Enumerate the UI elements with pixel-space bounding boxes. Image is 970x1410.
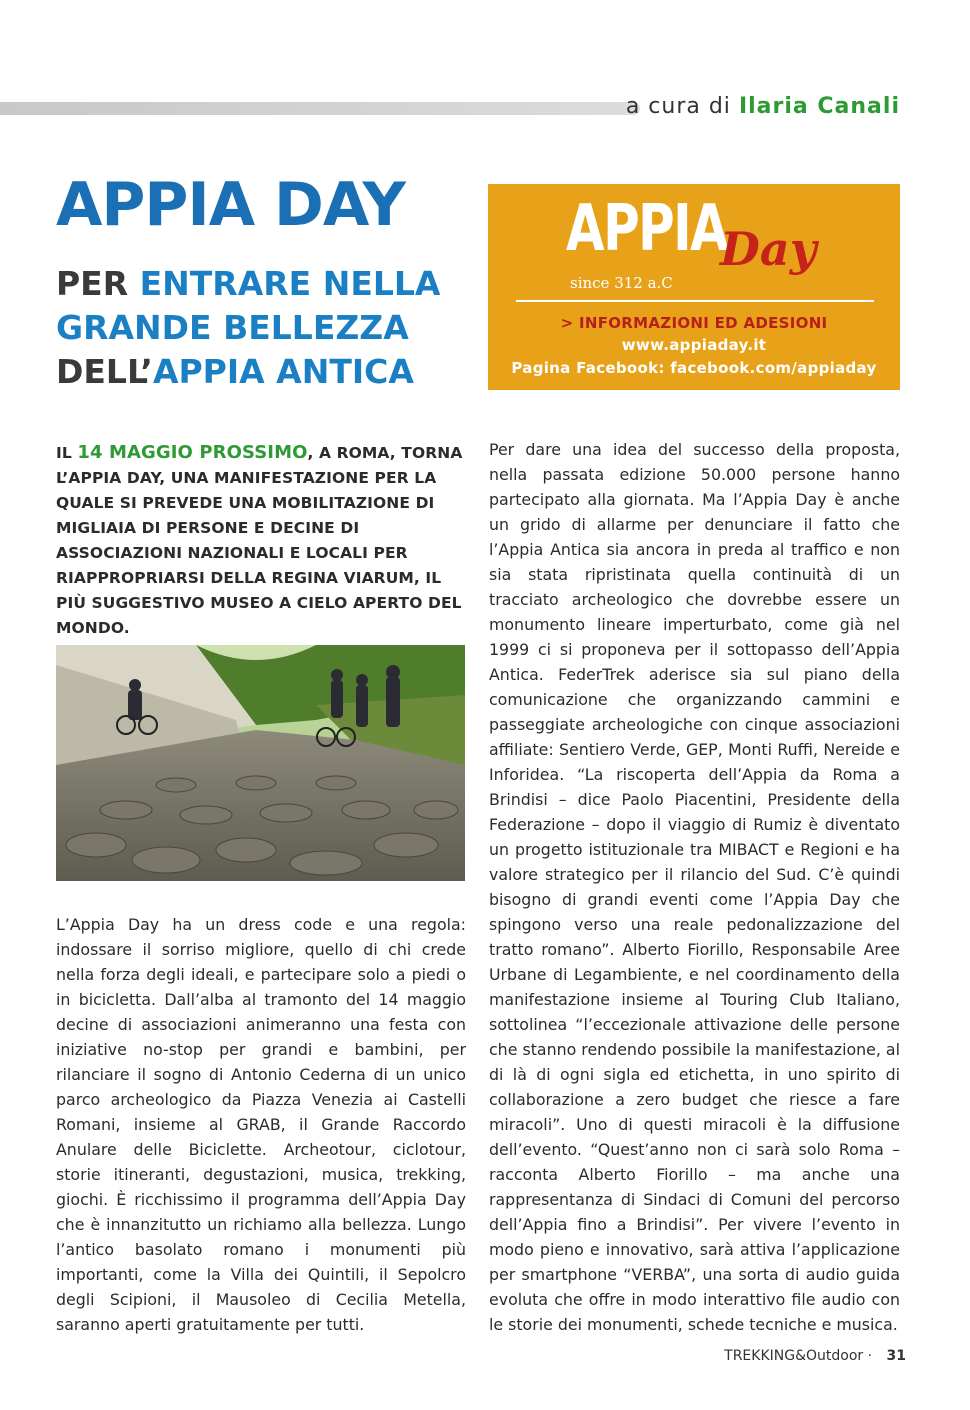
logo-day-text: Day [720, 222, 817, 276]
page-footer [724, 1348, 906, 1364]
appia-antica-photo [56, 645, 465, 881]
info-box [488, 184, 900, 390]
byline [626, 94, 900, 119]
lead-part: IL [56, 444, 78, 462]
subtitle-part: ENTRARE NELLA GRANDE BELLEZZA [56, 264, 441, 347]
body-column-left: L’Appia Day ha un dress code e una regola: indossare il sorriso migliore, quello di chi crede nella forza degli ideali, e partecipare solo a piedi o in bicicletta. Dall’alba al tramonto del 14 maggio decine di associazioni animeranno una festa con iniziative no-stop per grandi e bambini, per rilanciare il sogno di Antonio Cederna di un unico parco archeologico da Piazza Venezia ai Castelli Romani, insieme al GRAB, il Grande Raccordo Anulare delle Biciclette. Archeotour, ciclotour, storie itineranti, degustazioni, musica, trekking, giochi. È ricchissimo il programma dell’Appia Day che è innanzitutto un richiamo alla bellezza. Lungo l’antico basolato romano i monumenti più importanti, come la Villa dei Quintili, il Sepolcro degli Scipioni, il Mausoleo di Cecilia Metella, saranno aperti gratuitamente per tutti. [56, 915, 466, 1334]
lead-part: , A ROMA, TORNA L’APPIA DAY, UNA MANIFESTAZIONE PER LA QUALE SI PREVEDE UNA MOBILITAZIONE DI MIGLIAIA DI PERSONE E DECINE DI ASSOCIAZIONI NAZIONALI E LOCALI PER RIAPPROPRIARSI DELLA REGINA VIARUM, IL PIÙ SUGGESTIVO MUSEO A CIELO APERTO DEL MONDO. [56, 444, 463, 637]
body-column-right: Per dare una idea del successo della proposta, nella passata edizione 50.000 persone hanno partecipato alla giornata. Ma l’Appia Day è anche un grido di allarme per denunciare il fatto che l’Appia Antica sia ancora in preda al traffico e non sia stata ripristinata quella continuità di un tracciato archeologico che dovrebbe essere un monumento lineare imperturbato, come già nel 1999 ci si proponeva per il sottopasso dell’Appia Antica. FederTrek aderisce sia sul piano della comunicazione che organizzando cammini e passeggiate archeologiche con cinque associazioni affiliate: Sentiero Verde, GEP, Monti Ruffi, Nereide e Inforidea. “La riscoperta dell’Appia da Roma a Brindisi – dice Paolo Piacentini, Presidente della Federazione – dopo il viaggio di Rumiz è diventato un progetto istituzionale tra MIBACT e Regioni e ha valore strategico per il rilancio del Sud. C’è quindi bisogno di grandi eventi come l’Appia Day che spingono verso una reale pedonalizzazione del tratto romano”. Alberto Fiorillo, Responsabile Aree Urbane di Legambiente, e nel coordinamento della manifestazione insieme al Touring Club Italiano, sottolinea “l’eccezionale attivazione delle persone che stanno rendendo possibile la manifestazione, al di là di ogni sigla ed etichetta, in uno spirito di collaborazione a zero budget che riesce a fare miracoli”. Uno di questi miracoli è la diffusione dell’evento. “Quest’anno non ci sarà solo Roma – racconta Alberto Fiorillo – ma anche una rappresentanza di Sindaci di Comuni del percorso dell’Appia fino a Brindisi”. Per vivere l’evento in modo pieno e innovativo, sarà attiva l’applicazione per smartphone “VERBA”, una sorta di audio guida evoluta che offre in modo interattivo file audio con le storie dei monumenti, schede tecniche e musica. [489, 440, 900, 1334]
subtitle-part: DELL’ [56, 352, 153, 391]
magazine-name: TREKKING&Outdoor [724, 1348, 864, 1364]
info-box-heading: > INFORMAZIONI ED ADESIONI [560, 314, 828, 332]
subtitle-part: PER [56, 264, 140, 303]
page-number: 31 [886, 1348, 906, 1364]
footer-separator: · [867, 1348, 873, 1364]
byline-author: Ilaria Canali [738, 94, 900, 119]
lead-date-highlight: 14 MAGGIO PROSSIMO [77, 442, 308, 463]
info-facebook-link[interactable]: Pagina Facebook: facebook.com/appiaday [511, 359, 877, 377]
header-rule [0, 102, 640, 115]
article-title: APPIA DAY [56, 170, 405, 240]
info-website-link[interactable]: www.appiaday.it [621, 336, 767, 354]
subtitle-part: APPIA ANTICA [152, 352, 414, 391]
info-box-divider [516, 300, 874, 302]
logo-since-text: since 312 a.C [570, 274, 673, 292]
byline-prefix: a cura di [625, 94, 731, 119]
article-subtitle [56, 262, 476, 394]
logo-appia-text: APPIA [566, 192, 728, 266]
article-lead [56, 440, 476, 641]
photo-illustration [56, 645, 465, 881]
